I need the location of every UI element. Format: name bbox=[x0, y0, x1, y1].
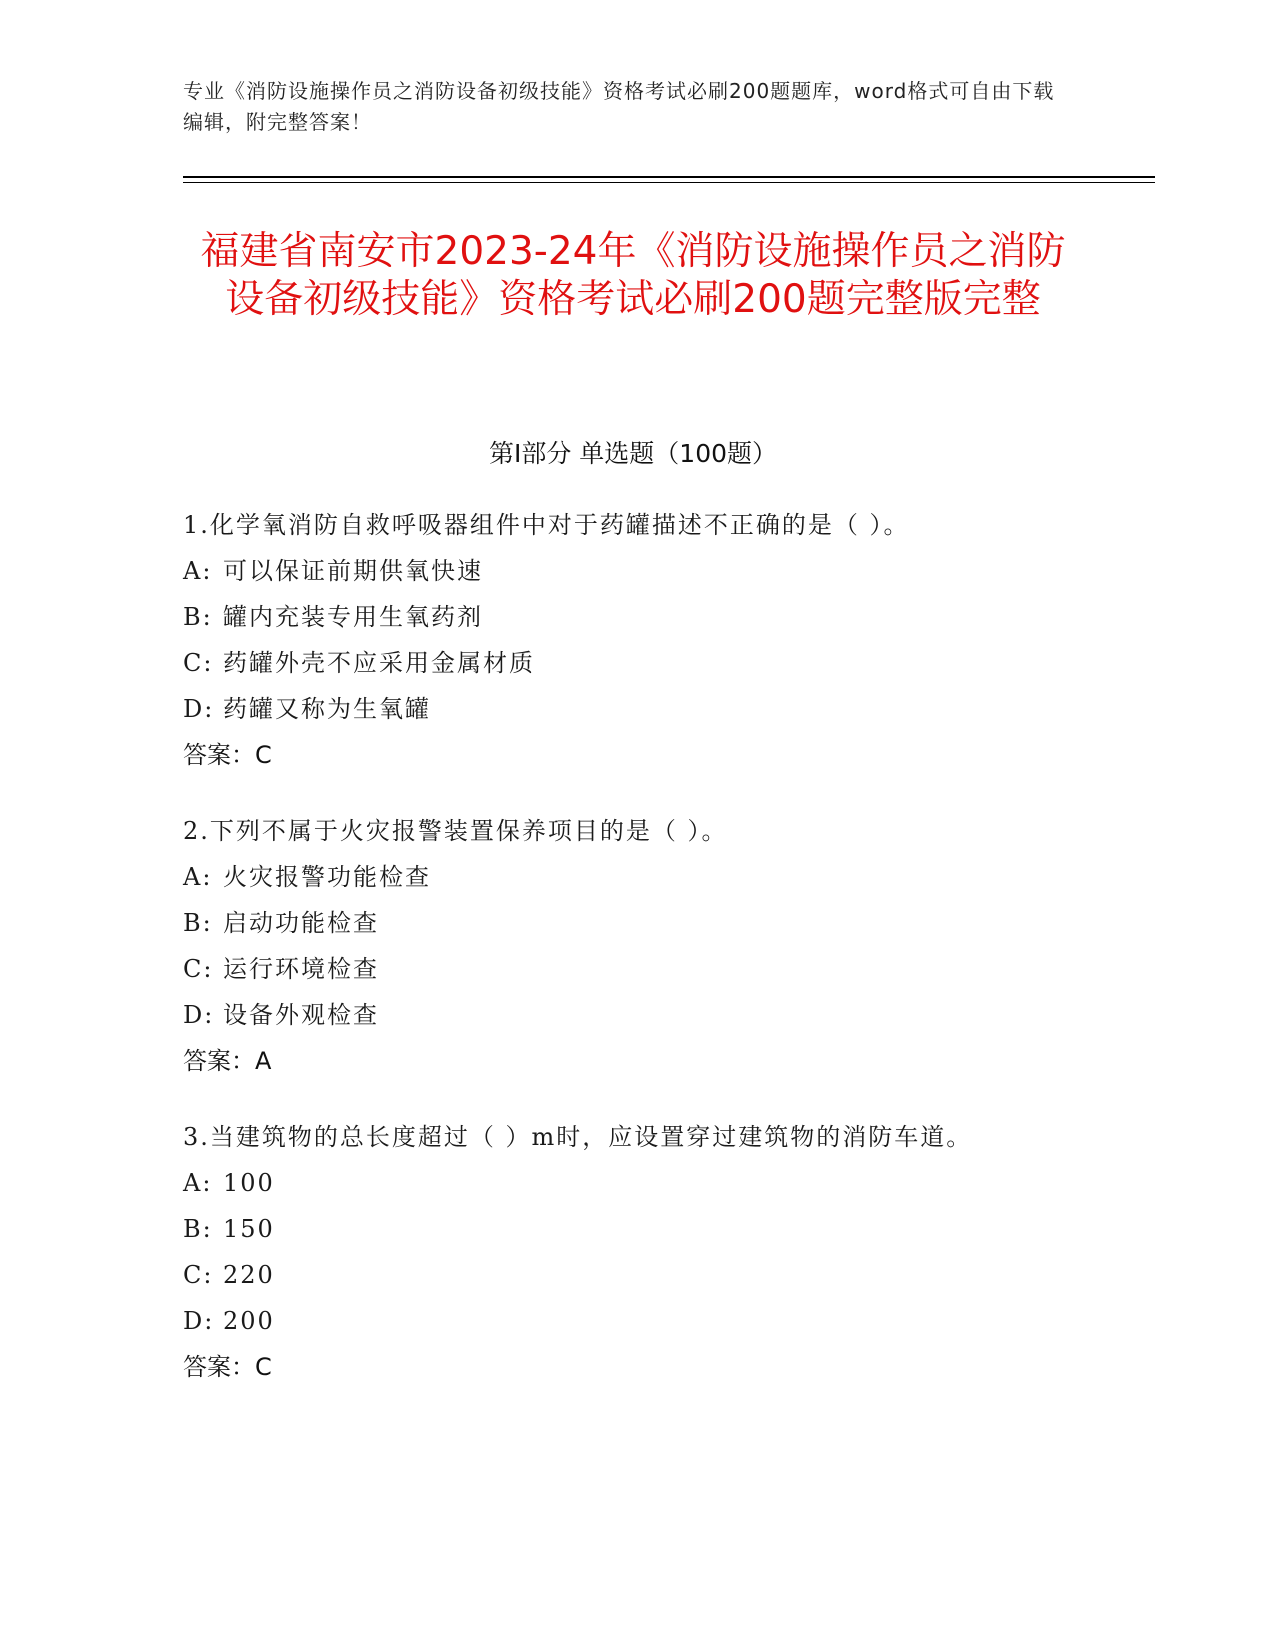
option-text: 200 bbox=[223, 1307, 275, 1335]
answer-line: 答案：C bbox=[183, 741, 272, 769]
option-letter: D: bbox=[183, 1001, 215, 1029]
option-text: 运行环境检查 bbox=[223, 955, 379, 983]
document-title: 福建省南安市2023-24年《消防设施操作员之消防设备初级技能》资格考试必刷200题完整版完整 bbox=[200, 229, 1066, 322]
header-divider-thick bbox=[183, 176, 1155, 178]
option-letter: C: bbox=[183, 955, 214, 983]
answer-line: 答案：A bbox=[183, 1047, 272, 1075]
option-c bbox=[183, 640, 1143, 686]
option-text: 药罐外壳不应采用金属材质 bbox=[223, 649, 535, 677]
question-block-3 bbox=[183, 1114, 1143, 1390]
option-letter: A: bbox=[183, 1169, 213, 1197]
option-a bbox=[183, 1160, 1143, 1206]
option-a bbox=[183, 854, 1143, 900]
option-text: 220 bbox=[223, 1261, 275, 1289]
option-b bbox=[183, 594, 1143, 640]
question-block-2 bbox=[183, 808, 1143, 1084]
question-block-1 bbox=[183, 502, 1143, 778]
header-note: 专业《消防设施操作员之消防设备初级技能》资格考试必刷200题题库，word格式可自由下载编辑，附完整答案！ bbox=[183, 79, 1055, 134]
option-c bbox=[183, 1252, 1143, 1298]
option-b bbox=[183, 900, 1143, 946]
option-c bbox=[183, 946, 1143, 992]
option-letter: D: bbox=[183, 695, 215, 723]
option-letter: A: bbox=[183, 863, 213, 891]
option-letter: D: bbox=[183, 1307, 215, 1335]
option-text: 设备外观检查 bbox=[223, 1001, 379, 1029]
option-text: 药罐又称为生氧罐 bbox=[223, 695, 431, 723]
section-heading: 第Ⅰ部分 单选题（100题） bbox=[488, 439, 778, 468]
option-text: 火灾报警功能检查 bbox=[223, 863, 431, 891]
option-letter: A: bbox=[183, 557, 213, 585]
option-text: 罐内充装专用生氧药剂 bbox=[223, 603, 483, 631]
option-text: 100 bbox=[223, 1169, 275, 1197]
option-d bbox=[183, 686, 1143, 732]
question-stem: 2.下列不属于火灾报警装置保养项目的是（ ）。 bbox=[183, 817, 728, 845]
option-letter: B: bbox=[183, 603, 213, 631]
option-letter: C: bbox=[183, 1261, 214, 1289]
option-letter: B: bbox=[183, 1215, 213, 1243]
question-stem: 3.当建筑物的总长度超过（ ）m时，应设置穿过建筑物的消防车道。 bbox=[183, 1123, 973, 1151]
option-letter: C: bbox=[183, 649, 214, 677]
option-letter: B: bbox=[183, 909, 213, 937]
option-text: 150 bbox=[223, 1215, 275, 1243]
option-d bbox=[183, 992, 1143, 1038]
answer-line: 答案：C bbox=[183, 1353, 272, 1381]
option-text: 可以保证前期供氧快速 bbox=[223, 557, 483, 585]
header-divider-thin bbox=[183, 182, 1155, 183]
question-stem: 1.化学氧消防自救呼吸器组件中对于药罐描述不正确的是（ ）。 bbox=[183, 511, 910, 539]
option-a bbox=[183, 548, 1143, 594]
option-b bbox=[183, 1206, 1143, 1252]
option-text: 启动功能检查 bbox=[223, 909, 379, 937]
option-d bbox=[183, 1298, 1143, 1344]
